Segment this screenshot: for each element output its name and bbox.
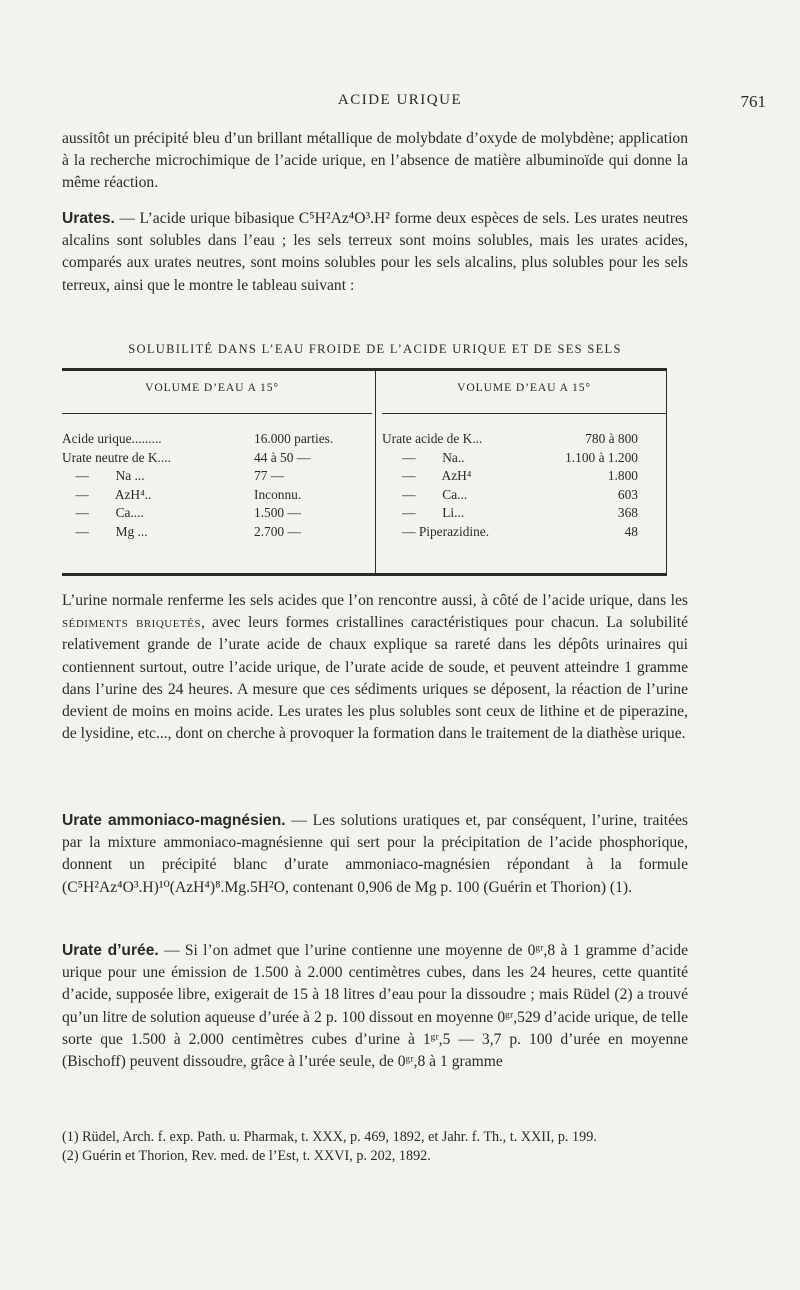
row-label: — Ca....	[62, 505, 144, 521]
row-value: 77 —	[254, 468, 285, 484]
table-row	[382, 450, 666, 469]
paragraph-urine-text-b: , avec leurs formes cristallines caractéristiques pour chacun. La solubilité relativement grande de l’urate acide de chaux explique sa rareté dans les dépôts urinaires qui contiennent surtout, outre l’acide urique, de l’urate acide de soude, et peuvent atteindre 1 gramme dans l’urine des 24 heures. A mesure que ces sédiments uriques se déposent, la réaction de l’urine devient de moins en moins acide. Les urates les plus solubles sont ceux de lithine et de piperazine, de lysidine, etc..., dont on cherche à provoquer la formation dans le traitement de la diathèse urique.	[62, 614, 689, 743]
table-row	[382, 468, 666, 487]
row-value: 1.100 à 1.200	[565, 449, 638, 465]
table-caption: SOLUBILITÉ DANS L’EAU FROIDE DE L’ACIDE URIQUE ET DE SES SELS	[128, 342, 622, 356]
left-rows	[62, 431, 372, 543]
paragraph-urine-text-a: L’urine normale renferme les sels acides que l’on rencontre aussi, à côté de l’acide urique, dans les	[62, 592, 688, 609]
footnote-1: (1) Rüdel, Arch. f. exp. Path. u. Pharmak, t. XXX, p. 469, 1892, et Jahr. f. Th., t. XXII, p. 199.	[62, 1129, 597, 1145]
row-value: 44 à 50 —	[254, 449, 311, 465]
paragraph-urine-sediments	[62, 590, 688, 745]
right-column-header: VOLUME D’EAU A 15°	[457, 381, 591, 394]
row-label: — AzH⁴	[382, 468, 472, 484]
paragraph-urate-uree	[62, 940, 688, 1073]
row-value: 368	[617, 505, 638, 521]
table-column-divider	[375, 371, 376, 573]
table-row	[382, 524, 666, 543]
row-label: Urate neutre de K....	[62, 449, 171, 465]
running-title: ACIDE URIQUE	[337, 92, 463, 108]
small-caps-term: sédiments briquetés	[62, 614, 201, 632]
row-label: — AzH⁴..	[62, 486, 152, 502]
row-value: 16.000 parties.	[254, 431, 334, 446]
row-value: 1.500 —	[254, 505, 301, 521]
row-value: 780 à 800	[585, 431, 638, 446]
left-column-header: VOLUME D’EAU A 15°	[145, 381, 279, 394]
table-row	[62, 431, 372, 450]
table-row	[62, 505, 372, 524]
table-row	[382, 431, 666, 450]
table-row	[62, 487, 372, 506]
left-header-rule	[62, 413, 372, 414]
running-header	[0, 92, 800, 116]
page-number: 761	[740, 92, 766, 111]
row-label: — Ca...	[382, 486, 468, 502]
paragraph-urates	[62, 208, 688, 297]
row-label: — Piperazidine.	[382, 523, 490, 539]
paragraph-ammoniaco-magnesien	[62, 810, 688, 899]
paragraph-intro: aussitôt un précipité bleu d’un brillant métallique de molybdate d’oxyde de molybdène; application à la recherche microchimique de l’acide urique, en l’absence de matière albuminoïde qui donne la même réaction.	[62, 130, 688, 192]
row-label: — Na..	[382, 449, 465, 465]
row-value: 48	[624, 523, 638, 539]
table-row	[382, 487, 666, 506]
section-heading-ammoniaco-magnesien: Urate ammoniaco-magnésien.	[62, 812, 286, 829]
table-row	[62, 468, 372, 487]
section-heading-urate-uree: Urate d’urée.	[62, 942, 159, 959]
row-label: Acide urique.........	[62, 431, 162, 446]
footnote-2: (2) Guérin et Thorion, Rev. med. de l’Est, t. XXVI, p. 202, 1892.	[62, 1148, 431, 1164]
row-label: — Mg ...	[62, 523, 148, 539]
table-row	[62, 524, 372, 543]
row-label: — Na ...	[62, 468, 145, 484]
paragraph-uree-text: — Si l’on admet que l’urine contienne une moyenne de 0ᵍʳ,8 à 1 gramme d’acide urique pour une émission de 1.500 à 2.000 centimètres cubes, dans les 24 heures, cette quantité d’acide, supposée libre, exigerait de 15 à 18 litres d’eau pour la dissoudre ; mais Rüdel (2) a trouvé qu’un litre de solution aqueuse d’urée à 2 p. 100 dissout en moyenne 0ᵍʳ,529 d’acide urique, de telle sorte que 1.500 à 2.000 centimètres cubes d’urine à 1ᵍʳ,5 — 3,7 p. 100 d’urée en moyenne (Bischoff) peuvent dissoudre, grâce à l’urée seule, de 0ᵍʳ,8 à 1 gramme	[62, 942, 688, 1071]
row-value: Inconnu.	[254, 486, 302, 502]
row-value: 1.800	[607, 468, 638, 484]
right-rows	[382, 431, 666, 543]
row-value: 603	[617, 486, 638, 502]
right-header-rule	[382, 413, 666, 414]
paragraph-urates-text: — L’acide urique bibasique C⁵H²Az⁴O³.H² forme deux espèces de sels. Les urates neutres alcalins sont solubles dans l’eau ; les sels terreux sont moins solubles, mais les urates acides, comparés aux urates neutres, sont moins solubles pour les sels alcalins, plus solubles pour les sels terreux, ainsi que le montre le tableau suivant :	[62, 210, 688, 294]
solubility-table	[62, 368, 667, 576]
row-label: — Li...	[382, 505, 465, 521]
section-heading-urates: Urates.	[62, 210, 115, 227]
row-value: 2.700 —	[254, 523, 301, 539]
table-row	[382, 505, 666, 524]
footnotes	[62, 1128, 688, 1166]
paragraph-ammoniaco-text: — Les solutions uratiques et, par conséquent, l’urine, traitées par la mixture ammoniaco-magnésienne qui sert pour la précipitation de l’acide phosphorique, donnent un précipité blanc d’urate ammoniaco-magnésien répondant à la formule (C⁵H²Az⁴O³.H)¹⁰(AzH⁴)⁸.Mg.5H²O, contenant 0,906 de Mg p. 100 (Guérin et Thorion) (1).	[62, 812, 688, 896]
table-row	[62, 450, 372, 469]
row-label: Urate acide de K...	[382, 431, 483, 446]
